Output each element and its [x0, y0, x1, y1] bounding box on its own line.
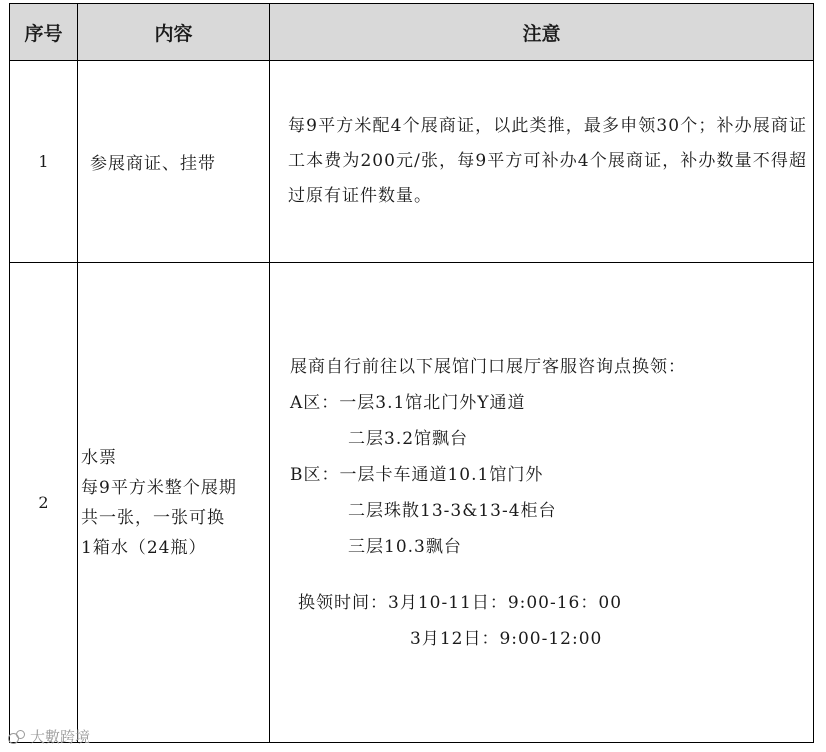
note-line: 3月12日：9:00-12:00 [410, 628, 603, 649]
row-index: 2 [10, 263, 78, 743]
content-line: 每9平方米整个展期 [81, 477, 237, 498]
note-line: A区：一层3.1馆北门外Y通道 [290, 392, 526, 413]
note-line: 三层10.3飘台 [348, 536, 462, 557]
watermark [8, 726, 90, 747]
watermark-text: 大數跨境 [30, 728, 91, 746]
note-line: B区：一层卡车通道10.1馆门外 [290, 464, 544, 485]
note-line: 换领时间：3月10-11日：9:00-16：00 [298, 592, 623, 613]
note-line: 二层珠散13-3&13-4柜台 [348, 500, 557, 521]
header-content: 内容 [78, 4, 270, 61]
header-index: 序号 [10, 4, 78, 61]
row-note: 每9平方米配4个展商证，以此类推，最多申领30个；补办展商证工本费为200元/张，每9平方可补办4个展商证，补办数量不得超过原有证件数量。 [270, 61, 814, 263]
row-note [270, 263, 814, 743]
row-content [78, 263, 270, 743]
exhibitor-info-table [9, 3, 814, 743]
row-index: 1 [10, 61, 78, 263]
table-header-row [10, 4, 814, 61]
header-note: 注意 [270, 4, 814, 61]
spacer [290, 565, 813, 585]
table-row [10, 61, 814, 263]
table-row [10, 263, 814, 743]
note-line: 二层3.2馆飘台 [348, 428, 469, 449]
content-line: 1箱水（24瓶） [81, 537, 207, 558]
row-content: 参展商证、挂带 [78, 61, 270, 263]
weibo-style-logo-icon [8, 730, 26, 744]
note-line: 展商自行前往以下展馆门口展厅客服咨询点换领： [290, 356, 686, 377]
content-line: 水票 [81, 447, 117, 468]
content-line: 共一张，一张可换 [81, 507, 225, 528]
